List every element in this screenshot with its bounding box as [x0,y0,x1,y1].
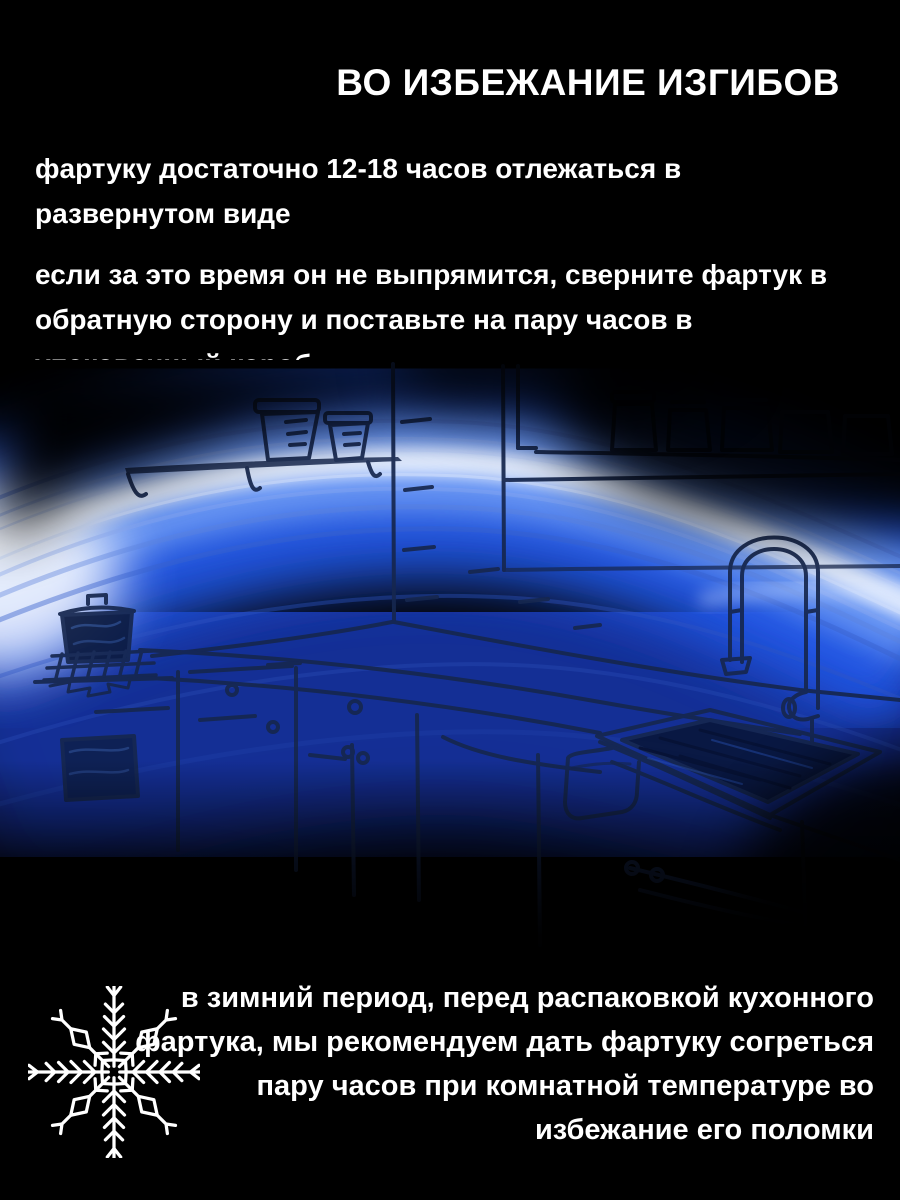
instructions-line: если за это время он не выпрямится, сверните фартук в [35,259,828,290]
kitchen-illustration [0,360,900,980]
winter-note-line: фартука, мы рекомендуем дать фартуку согреться [135,1026,874,1058]
intro-line: фартуку достаточно 12-18 часов отлежаться в [35,153,682,184]
winter-note-line: избежание его поломки [534,1114,874,1146]
intro-line: развернутом виде [35,198,291,229]
winter-note-line: в зимний период, перед распаковкой кухонного [180,982,874,1014]
winter-note-line: пару часов при комнатной температуре во [256,1070,874,1102]
winter-note [135,976,874,1152]
intro-paragraph [35,146,681,236]
instructions-line: обратную сторону и поставьте на пару часов в [35,304,693,335]
page-title: ВО ИЗБЕЖАНИЕ ИЗГИБОВ [336,62,840,103]
